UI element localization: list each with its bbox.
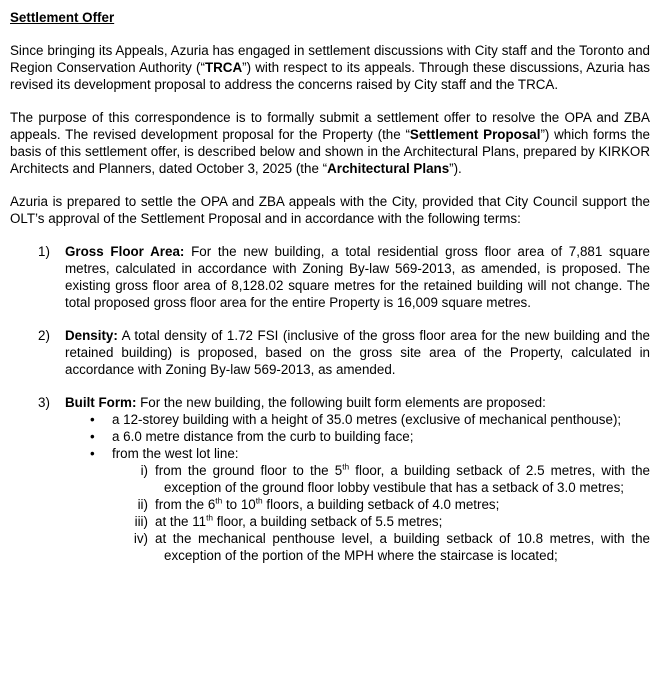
bullet-body — [112, 445, 650, 564]
roman-numeral: i) — [140, 463, 148, 478]
term-body — [65, 243, 650, 311]
roman-numeral: iii) — [134, 514, 148, 529]
text-run: Since bringing its Appeals, Azuria has engaged in settlement discussions with City staff and the Toronto and Region Conservation Authority (“ — [10, 43, 650, 75]
text-run: to 10 — [222, 497, 256, 512]
ordinal-suffix: th — [206, 512, 214, 523]
ordinal-suffix: th — [342, 461, 350, 472]
term-item — [10, 243, 650, 311]
text-run: For the new building, a total residential gross floor area of 7,881 square metres, calculated in accordance with Zoning By-law 569-2013, as amended, is proposed. The existing gross floor area of 8,128.02 square metres for the retained building will not change. The total proposed gross floor area for the entire Property is 16,009 square metres. — [65, 244, 650, 310]
bullet-icon: • — [90, 446, 95, 461]
text-run: from the 6 — [155, 497, 216, 512]
text-run: The purpose of this correspondence is to formally submit a settlement offer to resolve the OPA and ZBA appeals. The revised development proposal for the Property (the “ — [10, 110, 650, 142]
text-run: ”). — [449, 161, 462, 176]
term-item — [10, 394, 650, 564]
roman-item — [112, 513, 650, 530]
term-body — [65, 327, 650, 378]
roman-body — [155, 530, 650, 564]
bullet-body — [112, 428, 650, 445]
text-run: a 6.0 metre distance from the curb to building face; — [112, 429, 414, 444]
text-run: For the new building, the following built form elements are proposed: — [136, 395, 546, 410]
defined-term: Gross Floor Area: — [65, 244, 185, 259]
bullet-icon: • — [90, 412, 95, 427]
document-title: Settlement Offer — [10, 10, 115, 25]
text-run: ”) which forms the basis of this settlement offer, is described below and shown in the Architectural Plans, prepared by KIRKOR Architects and Planners, dated October 3, 2025 (the “ — [10, 127, 650, 176]
defined-term: Architectural Plans — [327, 161, 450, 176]
term-number: 2) — [38, 328, 50, 343]
term-body — [65, 394, 650, 564]
text-run: Azuria is prepared to settle the OPA and ZBA appeals with the City, provided that City Council support the OLT’s approval of the Settlement Proposal and in accordance with the following terms: — [10, 194, 650, 226]
defined-term: TRCA — [204, 60, 243, 75]
text-run: floor, a building setback of 5.5 metres; — [213, 514, 443, 529]
roman-item — [112, 530, 650, 564]
roman-numeral: ii) — [137, 497, 148, 512]
text-run: from the ground floor to the 5 — [155, 463, 343, 478]
roman-body — [155, 462, 650, 496]
document-header — [10, 9, 650, 42]
bullet-item — [65, 445, 650, 564]
text-run: ”) with respect to its appeals. Through these discussions, Azuria has revised its development proposal to address the concerns raised by City staff and the TRCA. — [10, 60, 650, 92]
defined-term: Settlement Proposal — [409, 127, 541, 142]
bullet-icon: • — [90, 429, 95, 444]
paragraph — [10, 42, 650, 93]
text-run: at the mechanical penthouse level, a building setback of 10.8 metres, with the exception of the portion of the MPH where the staircase is located; — [155, 531, 650, 563]
term-number: 1) — [38, 244, 50, 259]
paragraph — [10, 109, 650, 177]
roman-item — [112, 496, 650, 513]
bullet-item — [65, 428, 650, 445]
paragraph — [10, 193, 650, 227]
text-run: at the 11 — [155, 514, 207, 529]
bullet-item — [65, 411, 650, 428]
term-item — [10, 327, 650, 378]
defined-term: Built Form: — [65, 395, 137, 410]
intro-paragraphs — [10, 42, 650, 227]
text-run: A total density of 1.72 FSI (inclusive of the gross floor area for the new building and the retained building) is proposed, based on the gross site area of the Property, calculated in accordance with Zoning By-law 569-2013, as amended. — [65, 328, 650, 377]
terms-list — [10, 243, 650, 564]
ordinal-suffix: th — [215, 495, 223, 506]
text-run: floors, a building setback of 4.0 metres; — [262, 497, 500, 512]
text-run: a 12-storey building with a height of 35.0 metres (exclusive of mechanical penthouse); — [112, 412, 622, 427]
text-run: floor, a building setback of 2.5 metres, with the exception of the ground floor lobby vestibule that has a setback of 3.0 metres; — [164, 463, 650, 495]
roman-body — [155, 513, 650, 530]
roman-body — [155, 496, 650, 513]
text-run: from the west lot line: — [112, 446, 239, 461]
defined-term: Density: — [65, 328, 118, 343]
roman-item — [112, 462, 650, 496]
bullet-body — [112, 411, 650, 428]
roman-numeral: iv) — [133, 531, 148, 546]
term-number: 3) — [38, 395, 50, 410]
ordinal-suffix: th — [255, 495, 263, 506]
